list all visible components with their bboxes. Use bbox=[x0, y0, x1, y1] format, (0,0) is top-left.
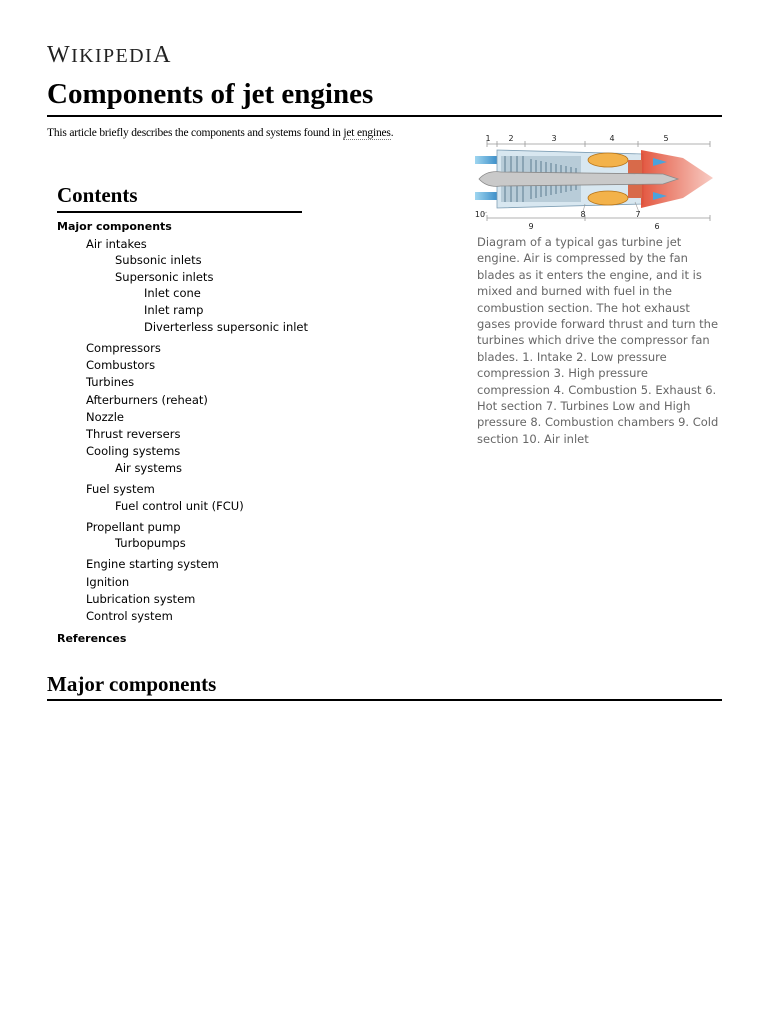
toc-item[interactable]: References bbox=[57, 632, 127, 646]
toc-item[interactable]: Engine starting system bbox=[86, 557, 219, 572]
toc-item[interactable]: Turbines bbox=[86, 375, 135, 390]
toc-item[interactable]: Propellant pump bbox=[86, 519, 181, 534]
logo-cap: W bbox=[47, 42, 72, 68]
toc-item[interactable]: Ignition bbox=[86, 574, 130, 589]
toc-item[interactable]: Afterburners (reheat) bbox=[86, 392, 208, 407]
toc-item[interactable]: Inlet cone bbox=[144, 286, 201, 301]
toc-item[interactable]: Turbopumps bbox=[115, 536, 186, 551]
toc-item[interactable]: Control system bbox=[86, 609, 173, 624]
logo-rest: IKIPEDI bbox=[71, 45, 154, 67]
label-2: 2 bbox=[508, 134, 514, 143]
jet-engine-diagram[interactable] bbox=[473, 132, 718, 232]
page-title: Components of jet engines bbox=[47, 76, 722, 117]
logo-end: A bbox=[153, 42, 172, 68]
jet-engine-illustration bbox=[473, 132, 718, 232]
toc-item[interactable]: Combustors bbox=[86, 357, 156, 372]
label-10: 10 bbox=[474, 210, 486, 219]
toc-item[interactable]: Cooling systems bbox=[86, 444, 181, 459]
toc-item[interactable]: Air intakes bbox=[86, 236, 147, 251]
toc-item[interactable]: Diverterless supersonic inlet bbox=[144, 319, 309, 334]
toc-title: Contents bbox=[57, 182, 302, 213]
section-heading-major-components: Major components bbox=[47, 671, 722, 701]
intro-end: . bbox=[390, 127, 394, 139]
toc-item[interactable]: Fuel system bbox=[86, 482, 155, 496]
label-3: 3 bbox=[551, 134, 557, 143]
label-4: 4 bbox=[609, 134, 615, 143]
toc-item[interactable]: Inlet ramp bbox=[144, 303, 204, 317]
intro-text: This article briefly describes the components and systems found in bbox=[47, 127, 344, 139]
label-7: 7 bbox=[635, 210, 641, 219]
label-1: 1 bbox=[485, 134, 491, 143]
toc-item[interactable]: Air systems bbox=[115, 461, 183, 475]
label-5: 5 bbox=[663, 134, 669, 143]
toc-item[interactable]: Subsonic inlets bbox=[115, 253, 202, 268]
toc-item[interactable]: Fuel control unit (FCU) bbox=[115, 498, 244, 513]
figure-caption: Diagram of a typical gas turbine jet engine. Air is compressed by the fan blades as it enters the engine, and it is mixed and burned with fuel in the combustion section. The hot exhaust gases provide forward thrust and turn the turbines which drive the compressor fan blades. 1. Intake 2. Low pressure compression 3. High pressure compression 4. Combustion 5. Exhaust 6. Hot section 7. Turbines Low and High pressure 8. Combustion chambers 9. Cold section 10. Air inlet bbox=[477, 235, 719, 446]
toc-item[interactable]: Major components bbox=[57, 220, 172, 233]
label-6: 6 bbox=[654, 222, 660, 231]
intro-paragraph bbox=[47, 127, 393, 139]
toc-item[interactable]: Nozzle bbox=[86, 409, 124, 424]
toc-item[interactable]: Thrust reversers bbox=[86, 427, 181, 442]
jet-engines-link[interactable]: jet engines bbox=[343, 127, 391, 139]
wikipedia-logo[interactable] bbox=[47, 42, 172, 69]
toc-item[interactable]: Lubrication system bbox=[86, 591, 196, 606]
toc-item[interactable]: Compressors bbox=[86, 340, 161, 355]
toc-item[interactable]: Supersonic inlets bbox=[115, 269, 214, 284]
label-8: 8 bbox=[580, 210, 586, 219]
label-9: 9 bbox=[528, 222, 534, 231]
